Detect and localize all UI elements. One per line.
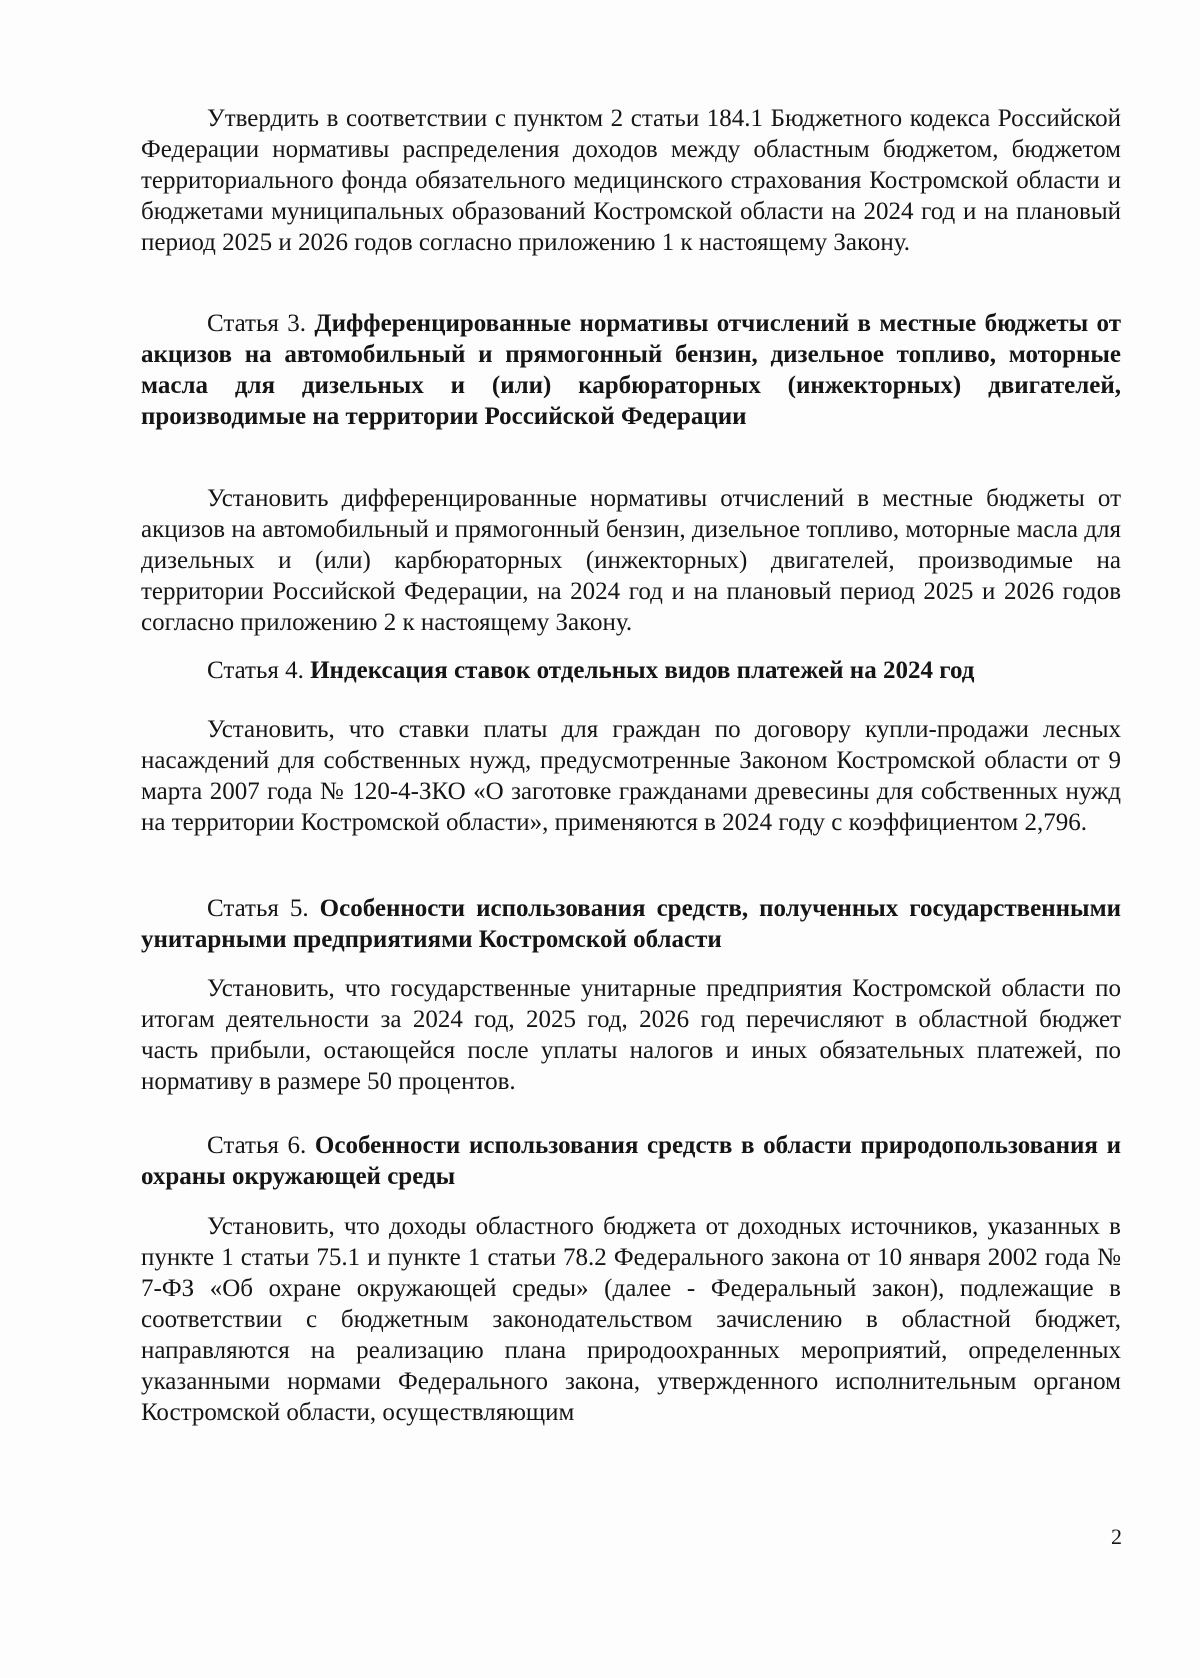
paragraph-article-5-body: Установить, что государственные унитарные предприятия Костромской области по итогам деятельности за 2024 год, 2025 год, 2026 год перечисляют в областной бюджет часть прибыли, остающейся после уплаты налогов и иных обязательных платежей, по нормативу в размере 50 процентов.: [141, 975, 1121, 1095]
paragraph-article-2-body: Утвердить в соответствии с пунктом 2 статьи 184.1 Бюджетного кодекса Российской Федерации нормативы распределения доходов между областным бюджетом, бюджетом территориального фонда обязательного медицинского страхования Костромской области и бюджетами муниципальных образований Костромской области на 2024 год и на плановый период 2025 и 2026 годов согласно приложению 1 к настоящему Закону.: [141, 105, 1121, 256]
paragraph-article-4-body: Установить, что ставки платы для граждан по договору купли-продажи лесных насаждений для собственных нужд, предусмотренные Законом Костромской области от 9 марта 2007 года № 120-4-ЗКО «О заготовке гражданами древесины для собственных нужд на территории Костромской области», применяются в 2024 году с коэффициентом 2,796.: [141, 716, 1121, 836]
article-6-title: Особенности использования средств в области природопользования и охраны окружающей среды: [141, 1132, 1121, 1190]
article-3-number: Статья 3.: [207, 310, 315, 337]
paragraph-article-3-body: Установить дифференцированные нормативы отчислений в местные бюджеты от акцизов на автомобильный и прямогонный бензин, дизельное топливо, моторные масла для дизельных и (или) карбюраторных (инжекторных) двигателей, производимые на территории Российской Федерации, на 2024 год и на плановый период 2025 и 2026 годов согласно приложению 2 к настоящему Закону.: [141, 485, 1121, 636]
paragraph-article-6-body: Установить, что доходы областного бюджета от доходных источников, указанных в пункте 1 статьи 75.1 и пункте 1 статьи 78.2 Федерального закона от 10 января 2002 года № 7-ФЗ «Об охране окружающей среды» (далее - Федеральный закон), подлежащие в соответствии с бюджетным законодательством зачислению в областной бюджет, направляются на реализацию плана природоохранных мероприятий, определенных указанными нормами Федерального закона, утвержденного исполнительным органом Костромской области, осуществляющим: [141, 1213, 1121, 1426]
article-6-heading: [141, 1130, 1121, 1192]
article-6-number: Статья 6.: [207, 1132, 315, 1159]
page-number: 2: [1111, 1524, 1122, 1549]
article-5-heading: [141, 893, 1121, 955]
article-4-number: Статья 4.: [207, 657, 311, 684]
article-3-title: Дифференцированные нормативы отчислений в местные бюджеты от акцизов на автомобильный и прямогонный бензин, дизельное топливо, моторные масла для дизельных и (или) карбюраторных (инжекторных) двигателей, производимые на территории Российской Федерации: [141, 310, 1121, 430]
article-3-heading: [141, 308, 1121, 432]
article-4-title: Индексация ставок отдельных видов платежей на 2024 год: [310, 657, 975, 684]
article-5-number: Статья 5.: [207, 895, 320, 922]
article-4-heading: [141, 655, 1121, 686]
article-5-title: Особенности использования средств, полученных государственными унитарными предприятиями Костромской области: [141, 895, 1121, 953]
